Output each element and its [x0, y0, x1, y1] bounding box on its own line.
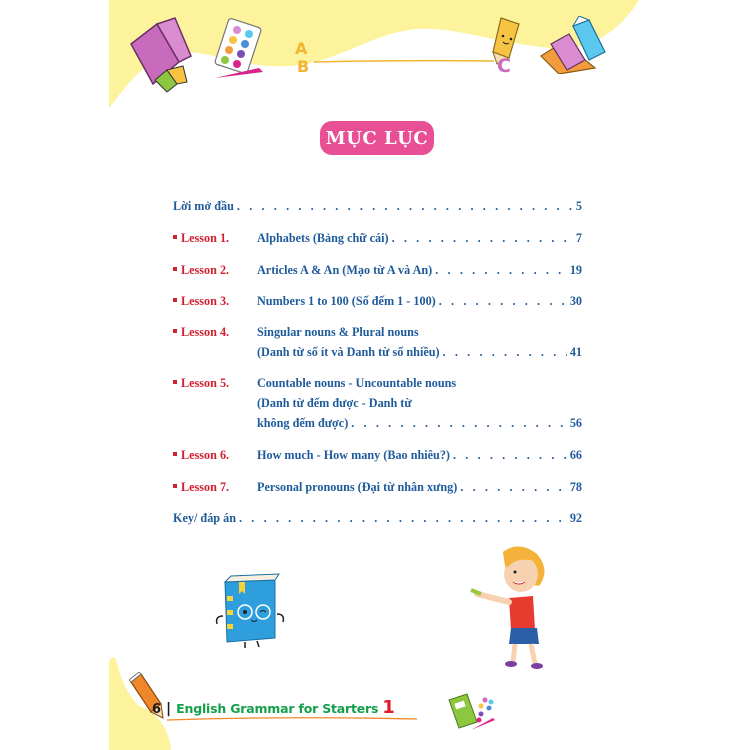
letters-ab-icon: [293, 38, 313, 74]
footer-book-title: English Grammar for Starters: [176, 701, 379, 716]
svg-text:A: A: [295, 39, 308, 58]
bullet-icon: [173, 452, 177, 456]
toc-entry-title: Singular nouns & Plural nouns: [257, 325, 419, 339]
dot-leader: [443, 342, 567, 362]
boy-with-crayon-icon: [469, 540, 559, 670]
svg-text:C: C: [497, 55, 511, 76]
pink-book-icon: [127, 14, 199, 94]
connecting-line: [314, 58, 494, 66]
dot-leader: [392, 228, 573, 248]
page-number: 30: [569, 294, 582, 308]
lesson-label: Lesson 7.: [173, 477, 229, 497]
letter-c-icon: [495, 52, 517, 76]
toc-entry-title: Countable nouns - Uncountable nouns: [257, 376, 457, 390]
toc-entry-title: Key/ đáp án: [173, 511, 236, 525]
dot-leader: [239, 508, 567, 528]
lesson-label: Lesson 4.: [173, 322, 229, 342]
toc-entry-title: Numbers 1 to 100 (Số đếm 1 - 100): [257, 294, 436, 308]
paint-palette-icon: [211, 18, 269, 82]
lesson-label: Lesson 6.: [173, 445, 229, 465]
lesson-label: Lesson 2.: [173, 260, 229, 280]
bullet-icon: [173, 329, 177, 333]
page-number: 78: [569, 480, 582, 494]
dot-leader: [237, 196, 573, 216]
footer-page-number: 6: [152, 702, 162, 717]
lesson-label: Lesson 3.: [173, 291, 229, 311]
document-page: [109, 0, 639, 750]
lesson-label: Lesson 5.: [173, 373, 229, 393]
toc-entry-title: Lời mở đầu: [173, 199, 234, 213]
footer-volume: 1: [382, 697, 395, 718]
bullet-icon: [173, 484, 177, 488]
bullet-icon: [173, 298, 177, 302]
toc-entry-title: Alphabets (Bảng chữ cái): [257, 231, 389, 245]
footer-separator: |: [166, 701, 172, 717]
bullet-icon: [173, 267, 177, 271]
dot-leader: [460, 477, 567, 497]
dot-leader: [351, 413, 567, 433]
blue-book-character-icon: [209, 570, 291, 650]
dot-leader: [435, 260, 567, 280]
toc-entry-title: How much - How many (Bao nhiêu?): [257, 448, 450, 462]
page-number: 92: [569, 511, 582, 525]
bullet-icon: [173, 235, 177, 239]
svg-text:B: B: [297, 57, 310, 74]
toc-entry-subtitle: (Danh từ số ít và Danh từ số nhiều): [257, 345, 440, 359]
page-number: 7: [575, 231, 582, 245]
page-footer: [152, 697, 395, 718]
toc-entry-title: Articles A & An (Mạo từ A và An): [257, 263, 433, 277]
page-number: 41: [569, 345, 582, 359]
dot-leader: [453, 445, 567, 465]
green-book-palette-icon: [447, 692, 503, 732]
page-number: 66: [569, 448, 582, 462]
page-number: 19: [569, 263, 582, 277]
toc-entry-subtitle: (Danh từ đếm được - Danh từ: [257, 396, 412, 410]
bullet-icon: [173, 380, 177, 384]
toc-entry-title: Personal pronouns (Đại từ nhân xưng): [257, 480, 458, 494]
page-number: 5: [575, 199, 582, 213]
page-title: MỤC LỤC: [320, 121, 434, 155]
page-number: 56: [569, 416, 582, 430]
lesson-label: Lesson 1.: [173, 228, 229, 248]
pencils-icon: [539, 16, 609, 74]
dot-leader: [439, 291, 567, 311]
toc-entry-subtitle: không đếm được): [257, 416, 349, 430]
